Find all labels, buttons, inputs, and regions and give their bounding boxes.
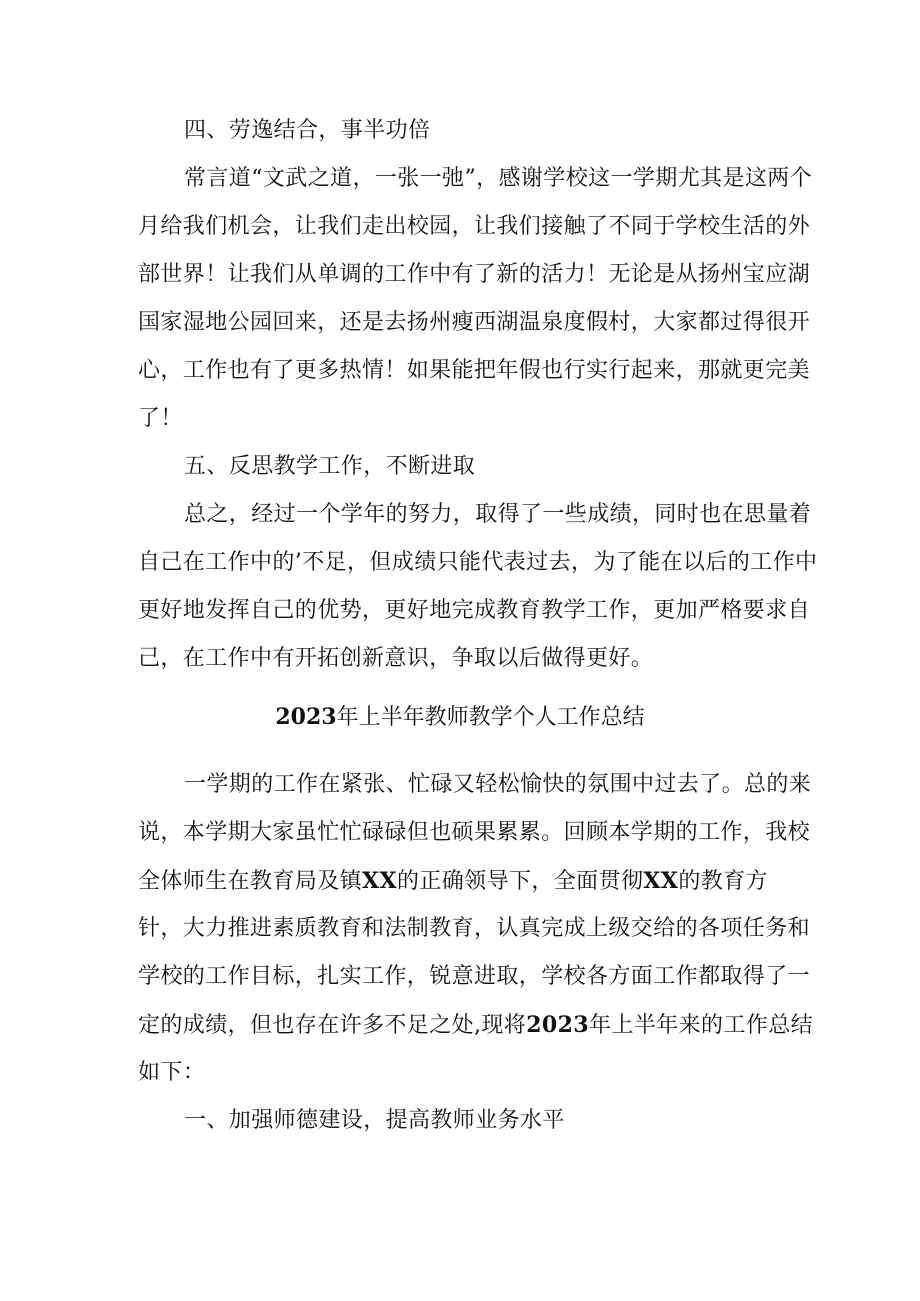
paragraph-line: 心，工作也有了更多热情！如果能把年假也行实行起来，那就更完美 [138, 358, 811, 383]
paragraph-fragment: 的教育方 [678, 869, 768, 894]
paragraph-fragment: 年上半年来的工作总结 [589, 1013, 814, 1038]
paragraph-line: 常言道“文武之道，一张一弛”，感谢学校这一学期尤其是这两个 [184, 166, 813, 191]
paragraph-line: 国家湿地公园回来，还是去扬州瘦西湖温泉度假村，大家都过得很开 [138, 310, 811, 335]
paragraph-line: 己，在工作中有开拓创新意识，争取以后做得更好。 [138, 646, 654, 671]
paragraph-line: 总之，经过一个学年的努力，取得了一些成绩，同时也在思量着 [184, 502, 812, 527]
paragraph-line [138, 866, 768, 897]
section-1-heading: 一、加强师德建设，提高教师业务水平 [184, 1108, 565, 1133]
document-title-text: 年上半年教师教学个人工作总结 [336, 705, 645, 730]
paragraph-line: 说，本学期大家虽忙忙碌碌但也硕果累累。回顾本学期的工作，我校 [138, 820, 811, 845]
placeholder-text: XX [362, 868, 397, 894]
section-4-heading: 四、劳逸结合，事半功倍 [184, 118, 431, 143]
paragraph-line: 针，大力推进素质教育和法制教育，认真完成上级交给的各项任务和 [138, 916, 811, 941]
document-title [0, 702, 920, 733]
paragraph-line: 了！ [138, 406, 183, 431]
document-title-year: 2023 [275, 704, 337, 730]
paragraph-fragment: 定的成绩，但也存在许多不足之处,现将 [138, 1013, 527, 1038]
section-5-heading: 五、反思教学工作，不断进取 [184, 454, 476, 479]
paragraph-line: 如下： [138, 1060, 206, 1085]
placeholder-text: XX [643, 868, 679, 894]
paragraph-line: 自己在工作中的’不足，但成绩只能代表过去，为了能在以后的工作中 [138, 550, 818, 575]
paragraph-fragment: 全体师生在教育局及镇 [138, 869, 363, 894]
paragraph-line: 部世界！让我们从单调的工作中有了新的活力！无论是从扬州宝应湖 [138, 262, 811, 287]
paragraph-fragment: 的正确领导下，全面贯彻 [396, 869, 644, 894]
paragraph-line: 月给我们机会，让我们走出校园，让我们接触了不同于学校生活的外 [138, 214, 811, 239]
paragraph-line: 学校的工作目标，扎实工作，锐意进取，学校各方面工作都取得了一 [138, 964, 811, 989]
year-text: 2023 [526, 1012, 590, 1038]
paragraph-line [138, 1010, 813, 1041]
paragraph-line: 一学期的工作在紧张、忙碌又轻松愉快的氛围中过去了。总的来 [184, 772, 812, 797]
paragraph-line: 更好地发挥自己的优势，更好地完成教育教学工作，更加严格要求自 [138, 598, 811, 623]
